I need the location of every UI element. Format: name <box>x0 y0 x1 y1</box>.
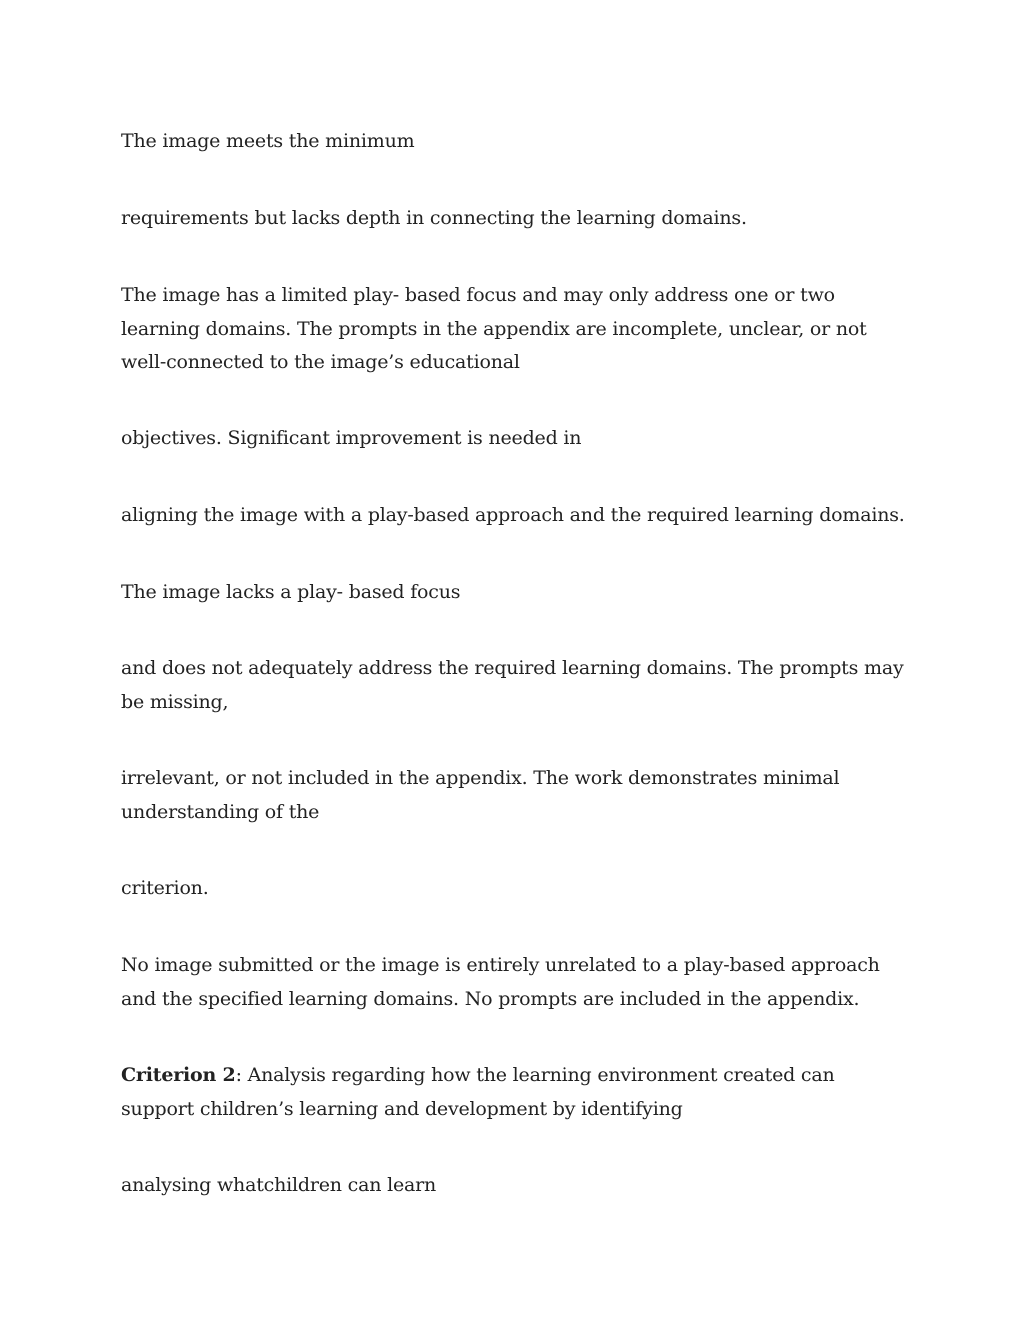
criterion-2-paragraph <box>121 1059 911 1126</box>
paragraph-3: The image has a limited play- based focus and may only address one or two learning domains. The prompts in the appendix are incomplete, unclear, or not well-connected to the image’s educational <box>121 284 867 373</box>
paragraph-5: aligning the image with a play-based approach and the required learning domains. <box>121 504 905 526</box>
criterion-2-label: Criterion 2 <box>121 1064 236 1086</box>
paragraph-last: analysing whatchildren can learn <box>121 1174 437 1196</box>
paragraph-2: requirements but lacks depth in connecting the learning domains. <box>121 207 747 229</box>
paragraph-8: irrelevant, or not included in the appendix. The work demonstrates minimal understanding of the <box>121 767 840 823</box>
paragraph-10: No image submitted or the image is entirely unrelated to a play-based approach and the specified learning domains. No prompts are included in the appendix. <box>121 954 880 1010</box>
paragraph-6: The image lacks a play- based focus <box>121 581 461 603</box>
paragraph-7: and does not adequately address the required learning domains. The prompts may be missing, <box>121 657 904 713</box>
paragraph-4: objectives. Significant improvement is needed in <box>121 427 582 449</box>
paragraph-9: criterion. <box>121 877 209 899</box>
criterion-2-text: : Analysis regarding how the learning environment created can support children’s learning and development by identifying <box>121 1064 835 1120</box>
paragraph-1: The image meets the minimum <box>121 130 415 152</box>
